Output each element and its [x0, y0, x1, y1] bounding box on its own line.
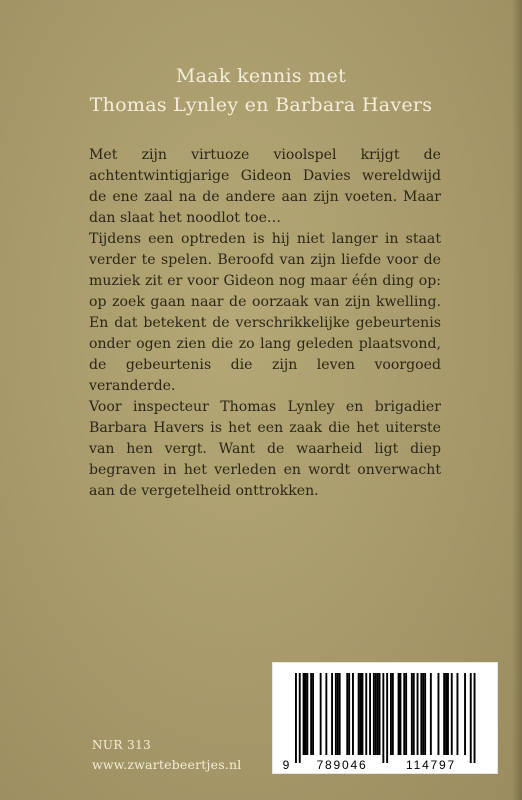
- barcode-bar: [310, 673, 312, 755]
- blurb-paragraph-1: Met zijn virtuoze vioolspel krijgt de achtentwintigjarige Gideon Davies wereldwijd de ene zaal na de andere aan zijn voeten. Maar dan slaat het noodlot toe…: [89, 147, 441, 226]
- blurb-text: [89, 145, 441, 502]
- barcode-bar: [422, 673, 424, 755]
- barcode-bar: [312, 673, 314, 755]
- barcode-bar: [358, 673, 360, 755]
- barcode-bar: [305, 673, 307, 755]
- barcode-bar: [339, 673, 341, 755]
- cover-edge-shadow: [512, 0, 522, 800]
- blurb-paragraph-3: Voor inspecteur Thomas Lynley en brigadier Barbara Havers is het een zaak die het uiterste van hen vergt. Want de waarheid ligt diep begraven in het verleden en wordt onverwacht aan de vergetelheid onttrokken.: [89, 399, 441, 499]
- barcode-bar: [379, 673, 381, 755]
- barcode-bar: [405, 673, 407, 755]
- barcode-bar: [325, 673, 327, 755]
- barcode-bar: [390, 673, 392, 755]
- barcode-bar: [447, 673, 449, 755]
- barcode-first-digit: 9: [282, 758, 290, 772]
- barcode-bar: [464, 673, 466, 755]
- barcode-bar: [295, 673, 297, 763]
- barcode-bar: [303, 673, 305, 755]
- barcode-bar: [365, 673, 367, 755]
- barcode-bar: [362, 673, 364, 755]
- heading-line-2: Thomas Lynley en Barbara Havers: [89, 94, 433, 116]
- barcode-bar: [335, 673, 337, 755]
- blurb-paragraph-2: Tijdens een optreden is hij niet langer in staat verder te spelen. Beroofd van zijn liefde voor de muziek zit er voor Gideon nog maar één ding op: op zoek gaan naar de oorzaak van zijn kwelling. En dat betekent de verschrikkelijke gebeurtenis onder ogen zien die zo lang geleden plaatsvond, de gebeurtenis die zijn leven voorgoed veranderde.: [89, 231, 441, 394]
- nur-code: NUR 313: [92, 738, 152, 752]
- barcode-bar: [348, 673, 350, 755]
- cover-heading: [40, 62, 482, 120]
- barcode-bar: [420, 673, 422, 755]
- barcode-bar: [417, 673, 419, 755]
- barcode-bar: [413, 673, 415, 755]
- barcode-bar: [438, 673, 440, 755]
- barcode-bar: [346, 673, 348, 755]
- barcode-bar: [470, 673, 472, 763]
- isbn-barcode: [273, 663, 499, 775]
- publisher-website[interactable]: www.zwartebeertjes.nl: [92, 757, 242, 772]
- barcode-bar: [411, 673, 413, 755]
- barcode-bar: [392, 673, 394, 755]
- barcode-bar: [331, 673, 333, 755]
- barcode-bar: [443, 673, 445, 755]
- barcode-bar: [398, 673, 400, 755]
- barcode-bar: [445, 673, 447, 755]
- barcode-bar: [474, 673, 476, 763]
- barcode-bar: [373, 673, 375, 755]
- barcode-bar: [457, 673, 459, 755]
- barcode-bar: [403, 673, 405, 755]
- heading-line-1: Maak kennis met: [175, 65, 347, 87]
- barcode-bar: [451, 673, 453, 755]
- barcode-bar: [369, 673, 371, 755]
- barcode-left-digits: 789046: [316, 758, 368, 772]
- barcode-label: [272, 662, 498, 774]
- barcode-bar: [400, 673, 402, 755]
- barcode-bar: [430, 673, 432, 755]
- barcode-bar: [299, 673, 301, 763]
- barcode-bar: [306, 673, 308, 755]
- barcode-right-digits: 114797: [406, 758, 456, 772]
- barcode-bar: [352, 673, 354, 755]
- barcode-bar: [424, 673, 426, 755]
- barcode-bar: [320, 673, 322, 755]
- barcode-bar: [377, 673, 379, 755]
- barcode-bar: [382, 673, 384, 763]
- barcode-bar: [337, 673, 339, 755]
- barcode-bar: [386, 673, 388, 763]
- barcode-bar: [360, 673, 362, 755]
- barcode-bar: [375, 673, 377, 755]
